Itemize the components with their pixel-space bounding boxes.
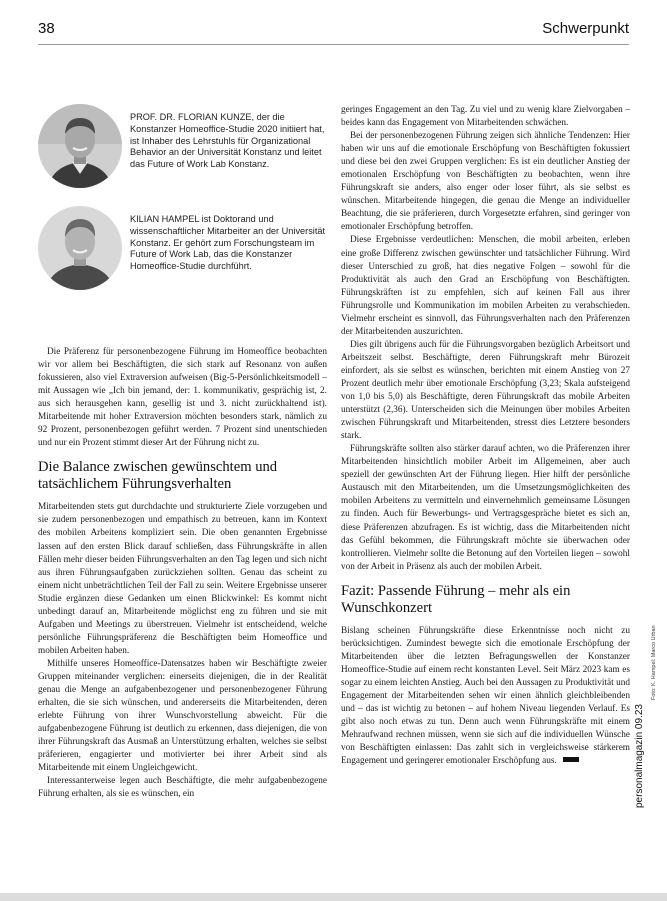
article-column-left <box>38 346 327 801</box>
section-heading: Die Balance zwischen gewünschtem und tatsächlichem Führungsverhalten <box>38 459 278 493</box>
paragraph: Interessanterweise legen auch Beschäftigte, die mehr aufgabenbezogene Führung erhalten, als sie es wünschen, ein <box>38 776 327 800</box>
paragraph: Mithilfe unseres Homeoffice-Datensatzes haben wir Beschäftigte zweier Gruppen miteinander verglichen: einerseits diejenigen, die in der Realität genau die Menge an aufgabenbezogener und personenbezogener Führung erhalten, die sie sich wünschen, und andererseits die Mitarbeitenden, deren erlebte Führung von ihrer Wunschvorstellung abweicht. Für die aufgabenbezogene Führung ist deutlich zu erkennen, dass diejenigen, die von ihrer Führungskraft das Ausmaß an Unterstützung erhalten, welches sie selbst präferieren, engagierter und motivierter bei ihrer Arbeit sind als Mitarbeitende mit einem Ungleichgewicht. <box>38 658 327 774</box>
section-heading: Fazit: Passende Führung – mehr als ein Wunschkonzert <box>341 582 571 616</box>
paragraph: Die Präferenz für personenbezogene Führung im Homeoffice beobachten wir vor allem bei Beschäftigten, die sich stark auf Resonanz von außen fokussieren, also viel Extraversion aufweisen (Big-5-Persönlichkeitsmodell – mit Aussagen wie „Ich bin jemand, der: 1. kommunikativ, gesprächig ist, 2. aus sich herausgehen kann, gesellig ist und 3. nicht zurückhaltend ist). Mitarbeitende mit hoher Extraversion möchten besonders stark, nämlich zu 92 Prozent, personenbezogen geführt werden. 7 Prozent sind unentschieden und nur ein Prozent stimmt dieser Art der Führung nicht zu. <box>38 347 327 449</box>
paragraph: Mitarbeitenden stets gut durchdachte und strukturierte Ziele vorzugeben und sie zudem personenbezogen und empathisch zu betreuen, kann im Kontext des mobilen Arbeitens kompliziert sein. Die oben genannten Ergebnisse lassen auf den ersten Blick darauf schließen, dass Führungskräfte in allen Fällen mehr dieser beiden Führungsverhalten an den Tag legen und sich nicht aus ihren Führungsaufgaben zurückziehen sollten. Genau das scheint zu einem nicht unbeträchtlichen Teil der Fall zu sein. Weitere Ergebnisse unserer Studie ergänzen diese Gedanken um einen Blickwinkel: Es kommt nicht unbedingt darauf an, Mitarbeitende möglichst eng zu führen und sie mit Aufgaben und Meetings zu überstreuen. Vielmehr ist entscheidend, welche persönliche Führungspräferenz die Beschäftigten beim Homeoffice und mobilen Arbeiten haben. <box>38 502 327 656</box>
bio-name: PROF. DR. FLORIAN KUNZE, <box>130 112 255 122</box>
page-bottom-edge <box>0 893 667 901</box>
paragraph-final <box>341 625 630 769</box>
bio-description: der die Konstanzer Homeoffice-Studie 2020 initiiert hat, ist Inhaber des Lehrstuhls für Organizational Behavior an der Universität Konstanz und leitet das Future of Work Lab Konstanz. <box>130 112 325 170</box>
paragraph-text: Bislang scheinen Führungskräfte diese Erkenntnisse noch nicht zu berücksichtigen. Zumindest bewegte sich die emotionale Erschöpfung der Mitarbeitenden über die letzten Befragungswellen der Konstanzer Homeoffice-Studie auf einem recht konstanten Level. Seit März 2023 kam es sogar zu einem leichten Anstieg. Auch bei den Aussagen zu Produktivität und Engagement der Mitarbeitenden sehen wir einen ähnlich gleichbleibenden und – das ist wichtig zu betonen – auf hohem Niveau liegenden Verlauf. Es gibt also noch etwas zu tun. Denn auch wenn Führungskräfte mit einem Mehraufwand rechnen müssen, wenn sie sich auf die individuellen Wünsche von Beschäftigten einlassen: Das zahlt sich in vergleichsweise stärkerem Engagement und geringerer emotionaler Erschöpfung aus. <box>341 625 630 767</box>
section-title: Schwerpunkt <box>542 20 629 37</box>
bio-description: ist Doktorand und wissenschaftlicher Mitarbeiter an der Universität Konstanz. Er gehört zum Forschungsteam im Future of Work Lab, das die Konstanzer Homeoffice-Studie durchführt. <box>130 214 326 272</box>
magazine-issue-label: personalmagazin 09.23 <box>634 704 645 808</box>
paragraph: geringes Engagement an den Tag. Zu viel und zu wenig klare Zielvorgaben – beides kann das Engagement von Mitarbeitenden schwächen. <box>341 105 630 129</box>
article-column-right <box>341 104 630 768</box>
paragraph: Bei der personenbezogenen Führung zeigen sich ähnliche Tendenzen: Hier haben wir uns auf die emotionale Erschöpfung von Beschäftigten fokussiert und diese bei den zwei Gruppen verglichen: Es ist ein deutlicher Anstieg der emotionalen Erschöpfung von Beschäftigten zu beobachten, wenn ihre Führungskraft sie anders, also enger oder loser führt, als sie selbst es wünschen. Mitarbeitende hingegen, die genau die Menge an individueller Beachtung, die sie präferieren, durch Vorgesetzte erfahren, sind geringer von emotionaler Erschöpfung betroffen. <box>341 131 630 233</box>
photo-credit: Foto: K. Hampel: Marco Urban <box>651 625 657 700</box>
author-bio-hampel <box>38 206 328 296</box>
page-number: 38 <box>38 20 55 37</box>
header-divider <box>38 44 629 45</box>
author-bio-kunze <box>38 104 328 194</box>
paragraph: Führungskräfte sollten also stärker darauf achten, wo die Präferenzen ihrer Mitarbeitenden hinsichtlich mobiler Arbeit im Allgemeinen, aber auch speziell der gewünschten Art der Führung liegen. Hier hilft der persönliche Austausch mit den Mitarbeitenden, um die Umsetzungsmöglichkeiten des mobilen Arbeitens zu vermitteln und einvernehmlich gemeinsame Lösungen zu finden. Auch für Bewerbungs- und Vertragsgespräche bietet es sich an, diese Präferenzen abzufragen. Es ist wichtig, dass die Mitarbeitenden nicht das Gefühl bekommen, die Führungskraft möchte sie überwachen oder kontrollieren. Vielmehr sollte die Betonung auf den Vorteilen liegen – sowohl von der Arbeit in Präsenz als auch der mobilen Arbeit. <box>341 444 630 572</box>
paragraph: Dies gilt übrigens auch für die Führungsvorgaben bezüglich Arbeitsort und Arbeitszeit selbst. Beschäftigte, deren Führungskraft mehr Bürozeit einfordert, als sie selbst es wünschen, berichten mit einem Anstieg von 27 Prozent deutlich mehr über emotionale Erschöpfung (3,23; Skala aufsteigend von 1,0 bis 5,0) als Beschäftigte, deren Führungskraft das mobile Arbeiten unterstützt (2,36). Unterscheiden sich die Meinungen über mobiles Arbeiten zwischen Führungskraft und Mitarbeitenden, stresst dies Letztere besonders stark. <box>341 339 630 442</box>
portrait-kunze <box>38 104 122 188</box>
end-mark <box>563 757 579 762</box>
bio-name: KILIAN HAMPEL <box>130 214 200 224</box>
portrait-hampel <box>38 206 122 290</box>
paragraph: Diese Ergebnisse verdeutlichen: Menschen, die mobil arbeiten, erleben eine große Differenz zwischen gewünschter und tatsächlicher Führung. Wird dieser Unterschied zu groß, hat dies negative Folgen – sowohl für die Produktivität als auch den Grad an Erschöpfung von Beschäftigten. Führungskräften ist zu empfehlen, sich auf keinen Fall aus ihrer Führungsrolle und Kommunikation im mobilen Arbeiten zu verabschieden. Vielmehr erscheint es sinnvoll, das Führungsverhalten nach den Präferenzen der Mitarbeitenden auszurichten. <box>341 235 630 337</box>
